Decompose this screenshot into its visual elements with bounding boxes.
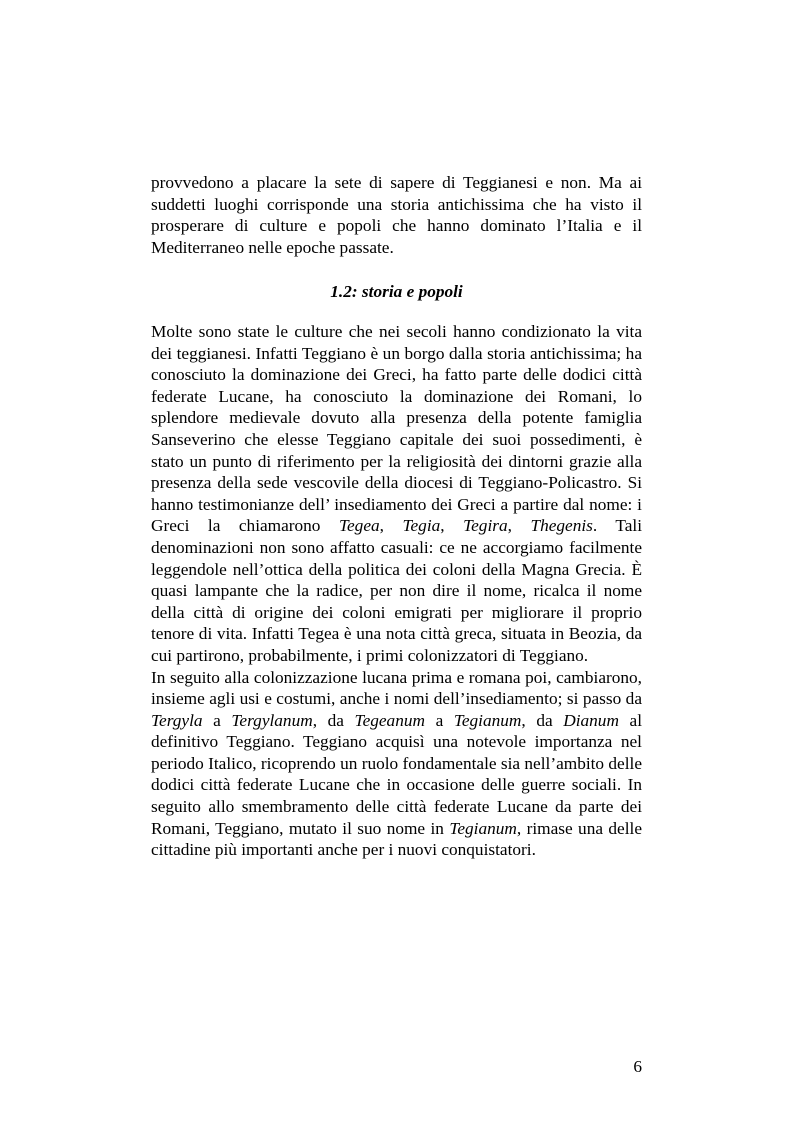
paragraph-2 — [151, 667, 642, 861]
place-name-thegenis: Thegenis — [530, 516, 593, 536]
place-name-tegia: Tegia — [402, 516, 441, 536]
place-name-tergyla: Tergyla — [151, 710, 203, 730]
paragraph-1-text-b: . Tali denominazioni non sono affatto casuali: ce ne accorgiamo facilmente leggendole nell’ottica della politica dei coloni della Magna Grecia. È quasi lampante che la radice, per non dire il nome, ricalca il nome della città di origine dei coloni emigrati per migliorare il proprio tenore di vita. Infatti Tegea è una nota città greca, situata in Beozia, da cui partirono, probabilmente, i primi colonizzatori di Teggiano. — [151, 516, 643, 665]
separator: , — [507, 516, 531, 536]
section-body — [151, 321, 642, 861]
separator: , da — [312, 710, 355, 730]
paragraph-2-text-b: al definitivo Teggiano. Teggiano acquisì una notevole importanza nel periodo Italico, ricoprendo un ruolo fondamentale sia nell’ambito delle dodici città federate Lucane che in occasione delle guerre sociali. In seguito allo smembramento delle città federate Lucane da parte dei Romani, Teggiano, mutato il suo nome in — [151, 710, 642, 838]
place-name-tegianum: Tegianum — [453, 710, 522, 730]
place-name-dianum: Dianum — [563, 710, 619, 730]
place-name-tegira: Tegira — [463, 516, 508, 536]
separator: a — [424, 710, 454, 730]
intro-paragraph-block — [151, 172, 642, 258]
page-number: 6 — [633, 1057, 642, 1076]
place-name-tegea: Tegea — [338, 516, 380, 536]
paragraph-2-text-c: , rimase una delle cittadine più importanti anche per i nuovi conquistatori. — [151, 818, 642, 860]
separator: a — [202, 710, 232, 730]
section-heading: 1.2: storia e popoli — [330, 282, 463, 301]
intro-paragraph: provvedono a placare la sete di sapere di Teggianesi e non. Ma ai suddetti luoghi corrisponde una storia antichissima che ha visto il prosperare di culture e popoli che hanno dominato l’Italia e il Mediterraneo nelle epoche passate. — [151, 173, 642, 257]
place-name-tegeanum: Tegeanum — [354, 710, 425, 730]
separator: , da — [521, 710, 564, 730]
separator: , — [379, 516, 403, 536]
paragraph-1 — [151, 321, 642, 667]
separator: , — [440, 516, 464, 536]
place-name-tergylanum: Tergylanum — [231, 710, 313, 730]
paragraph-1-text-a: Molte sono state le culture che nei secoli hanno condizionato la vita dei teggianesi. Infatti Teggiano è un borgo dalla storia antichissima; ha conosciuto la dominazione dei Greci, ha fatto parte delle dodici città federate Lucane, ha conosciuto la dominazione dei Romani, lo splendore medievale dovuto alla presenza della potente famiglia Sanseverino che elesse Teggiano capitale dei suoi possedimenti, è stato un punto di riferimento per la religiosità dei dintorni grazie alla presenza della sede vescovile della diocesi di Teggiano-Policastro. Si hanno testimonianze dell’ insediamento dei Greci a partire dal nome: i Greci la chiamarono — [151, 322, 642, 536]
paragraph-2-text-a: In seguito alla colonizzazione lucana prima e romana poi, cambiarono, insieme agli usi e costumi, anche i nomi dell’insediamento; si passo da — [151, 667, 642, 709]
place-name-tegianum-2: Tegianum — [449, 818, 517, 838]
